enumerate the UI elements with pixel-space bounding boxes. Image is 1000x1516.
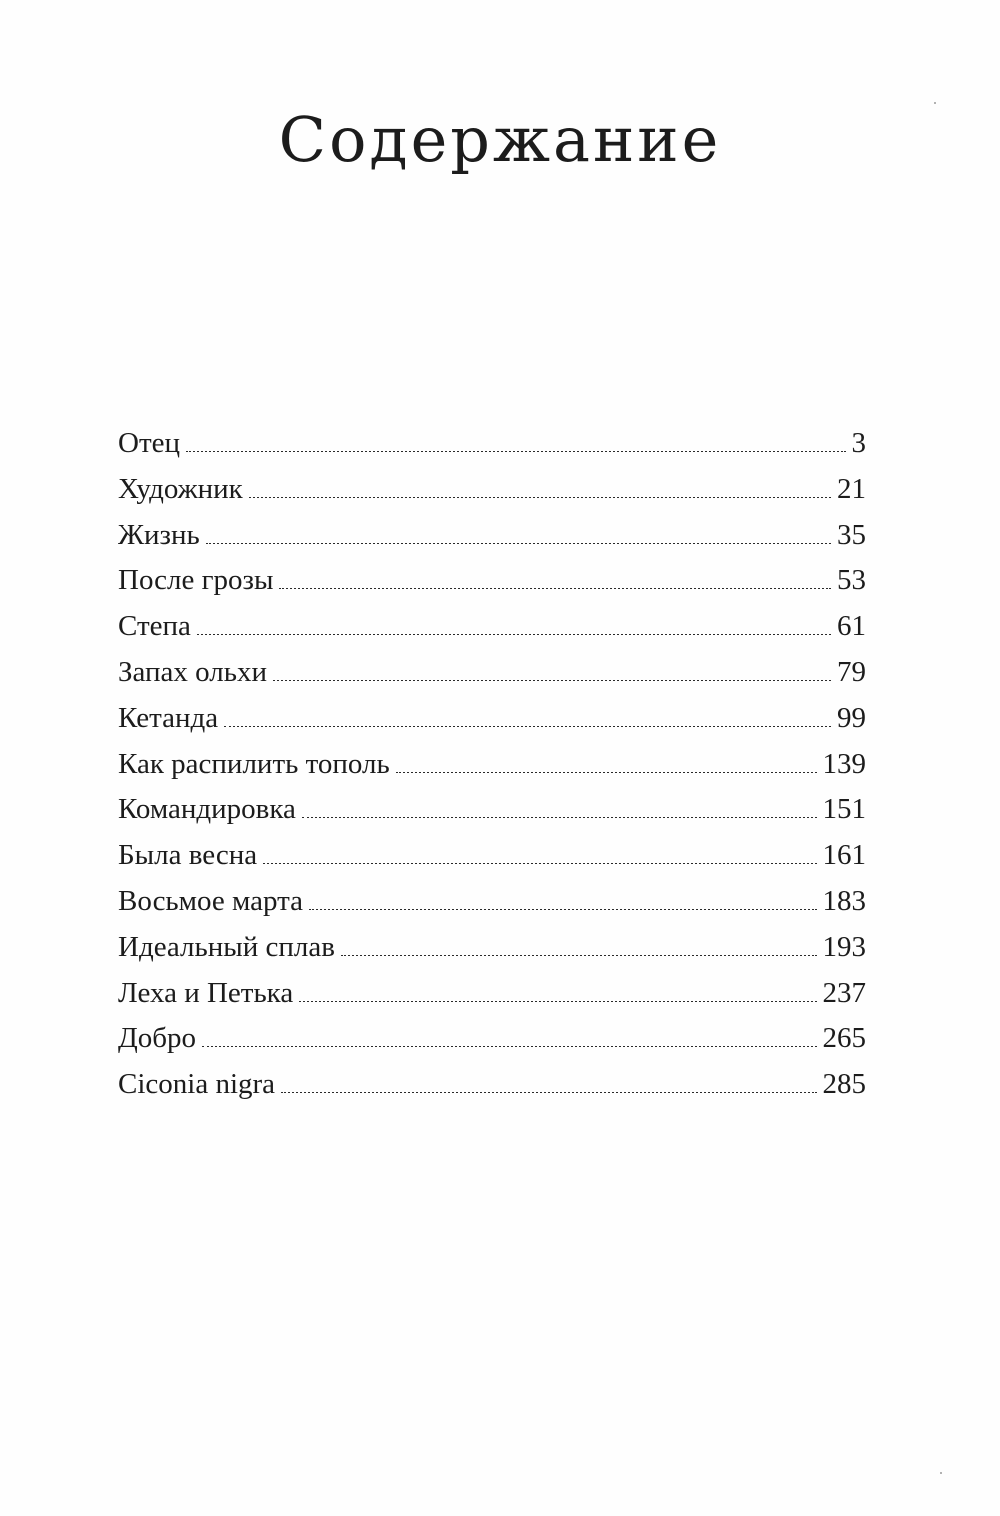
toc-entry-page: 265 (822, 1022, 866, 1055)
toc-entry-page: 183 (822, 884, 866, 917)
toc-entry-title: Ciconia nigra (118, 1068, 276, 1101)
toc-entry-title: После грозы (118, 564, 274, 597)
toc-entry (118, 787, 866, 833)
dot-leader (186, 451, 845, 452)
toc-entry-page: 193 (822, 930, 866, 963)
toc-entry-title: Степа (118, 610, 191, 643)
toc-entry-page: 161 (822, 839, 866, 872)
dot-leader (224, 726, 831, 727)
toc-entry (118, 421, 866, 467)
toc-entry-title: Художник (118, 472, 243, 505)
dot-leader (279, 588, 831, 589)
toc-entry-title: Запах ольхи (118, 655, 267, 688)
dot-leader (396, 772, 817, 773)
toc-entry-title: Командировка (118, 793, 296, 826)
dot-leader (206, 543, 831, 544)
dot-leader (281, 1092, 816, 1093)
toc-entry-page: 53 (837, 564, 866, 597)
toc-entry-title: Идеальный сплав (118, 930, 335, 963)
toc-entry-page: 285 (822, 1068, 866, 1101)
toc-entry (118, 833, 866, 879)
page-title: Содержание (278, 103, 722, 176)
toc-entry-page: 151 (822, 793, 866, 826)
dot-leader (249, 497, 831, 498)
toc-entry-page: 35 (837, 518, 866, 551)
toc-entry-title: Как распилить тополь (118, 747, 390, 780)
dot-leader (302, 817, 817, 818)
paper-speck (940, 1472, 942, 1474)
toc-entry-page: 3 (851, 427, 866, 459)
toc-entry-title: Добро (118, 1022, 197, 1055)
toc-entry-title: Леха и Петька (118, 976, 294, 1009)
toc-entry (118, 925, 866, 971)
dot-leader (309, 909, 816, 910)
toc-entry (118, 650, 866, 696)
dot-leader (197, 634, 831, 635)
toc-entry-title: Отец (118, 427, 181, 459)
toc-entry-title: Кетанда (118, 701, 219, 734)
toc-entry (118, 1016, 866, 1062)
toc-entry (118, 467, 866, 513)
toc-entry (118, 558, 866, 604)
paper-speck (934, 102, 936, 104)
dot-leader (341, 955, 817, 956)
toc-entry (118, 513, 866, 559)
toc-entry (118, 879, 866, 925)
toc-entry-page: 21 (837, 472, 866, 505)
toc-entry (118, 604, 866, 650)
toc-entry-page: 237 (822, 976, 866, 1009)
toc-entry (118, 971, 866, 1017)
toc-entry-page: 139 (822, 747, 866, 780)
dot-leader (299, 1001, 816, 1002)
toc-entry (118, 696, 866, 742)
dot-leader (202, 1046, 816, 1047)
toc-entry-page: 99 (837, 701, 866, 734)
table-of-contents (118, 421, 866, 1108)
toc-entry (118, 1062, 866, 1108)
toc-entry-title: Жизнь (118, 518, 200, 551)
toc-entry-page: 79 (837, 655, 866, 688)
dot-leader (263, 863, 816, 864)
toc-entry-title: Восьмое марта (118, 884, 304, 917)
toc-entry-title: Была весна (118, 839, 258, 872)
dot-leader (273, 680, 831, 681)
toc-entry (118, 742, 866, 788)
toc-entry-page: 61 (837, 610, 866, 643)
